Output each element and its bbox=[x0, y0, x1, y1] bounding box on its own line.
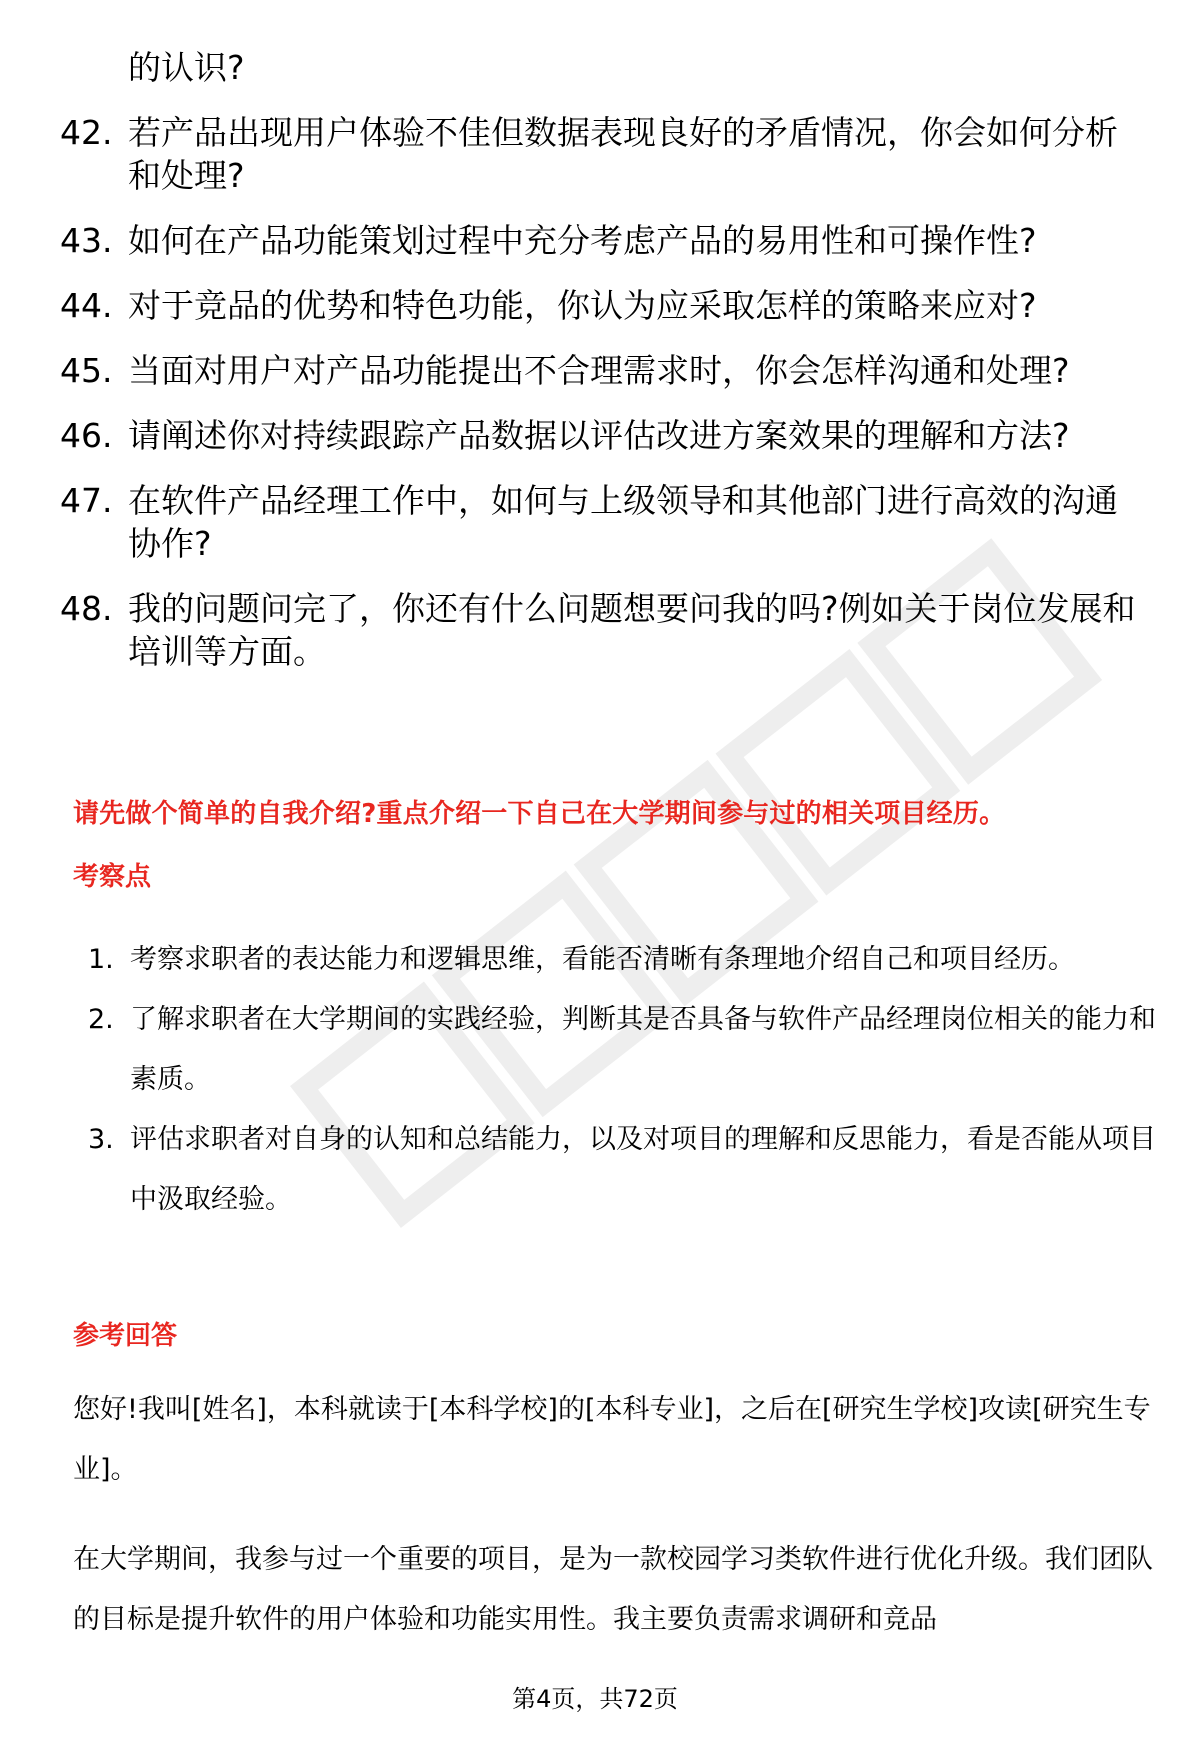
question-number: 47. bbox=[60, 481, 113, 520]
focus-point-item bbox=[88, 990, 1160, 1110]
focus-point-number: 3. bbox=[88, 1124, 114, 1155]
focus-point-number: 2. bbox=[88, 1004, 114, 1035]
question-text: 在软件产品经理工作中，如何与上级领导和其他部门进行高效的沟通协作? bbox=[128, 481, 1118, 563]
question-item bbox=[60, 479, 1140, 565]
question-number: 45. bbox=[60, 351, 113, 390]
focus-point-text: 考察求职者的表达能力和逻辑思维，看能否清晰有条理地介绍自己和项目经历。 bbox=[130, 944, 1075, 975]
focus-points-list bbox=[88, 930, 1160, 1230]
question-text: 若产品出现用户体验不佳但数据表现良好的矛盾情况，你会如何分析和处理? bbox=[128, 113, 1118, 195]
focus-point-text: 了解求职者在大学期间的实践经验，判断其是否具备与软件产品经理岗位相关的能力和素质。 bbox=[130, 1004, 1156, 1095]
question-text: 当面对用户对产品功能提出不合理需求时，你会怎样沟通和处理? bbox=[128, 351, 1070, 390]
question-number: 43. bbox=[60, 221, 113, 260]
reference-answer-label: 参考回答 bbox=[73, 1321, 178, 1351]
question-number: 44. bbox=[60, 286, 113, 325]
answer-paragraph: 您好!我叫[姓名]，本科就读于[本科学校]的[本科专业]，之后在[研究生学校]攻读[研究生专业]。 bbox=[73, 1394, 1151, 1485]
question-text: 请阐述你对持续跟踪产品数据以评估改进方案效果的理解和方法? bbox=[128, 416, 1070, 455]
question-list bbox=[60, 46, 1140, 695]
focus-point-item bbox=[88, 930, 1160, 990]
focus-points-label: 考察点 bbox=[73, 862, 152, 892]
question-item bbox=[60, 587, 1140, 673]
question-text: 如何在产品功能策划过程中充分考虑产品的易用性和可操作性? bbox=[128, 221, 1037, 260]
question-text: 我的问题问完了，你还有什么问题想要问我的吗?例如关于岗位发展和培训等方面。 bbox=[128, 589, 1136, 671]
question-number: 42. bbox=[60, 113, 113, 152]
question-text: 的认识? bbox=[128, 48, 245, 87]
question-item bbox=[60, 284, 1140, 327]
question-number: 48. bbox=[60, 589, 113, 628]
question-text: 对于竞品的优势和特色功能，你认为应采取怎样的策略来应对? bbox=[128, 286, 1037, 325]
section-question-heading: 请先做个简单的自我介绍?重点介绍一下自己在大学期间参与过的相关项目经历。 bbox=[73, 799, 1006, 829]
focus-point-text: 评估求职者对自身的认知和总结能力，以及对项目的理解和反思能力，看是否能从项目中汲取经验。 bbox=[130, 1124, 1156, 1215]
focus-point-item bbox=[88, 1110, 1160, 1230]
question-item bbox=[60, 111, 1140, 197]
focus-point-number: 1. bbox=[88, 944, 114, 975]
question-item bbox=[60, 414, 1140, 457]
question-item bbox=[60, 349, 1140, 392]
question-number: 46. bbox=[60, 416, 113, 455]
question-item bbox=[60, 219, 1140, 262]
page-footer: 第4页，共72页 bbox=[512, 1685, 678, 1713]
question-item bbox=[60, 46, 1140, 89]
answer-paragraph: 在大学期间，我参与过一个重要的项目，是为一款校园学习类软件进行优化升级。我们团队的目标是提升软件的用户体验和功能实用性。我主要负责需求调研和竞品 bbox=[73, 1544, 1153, 1635]
